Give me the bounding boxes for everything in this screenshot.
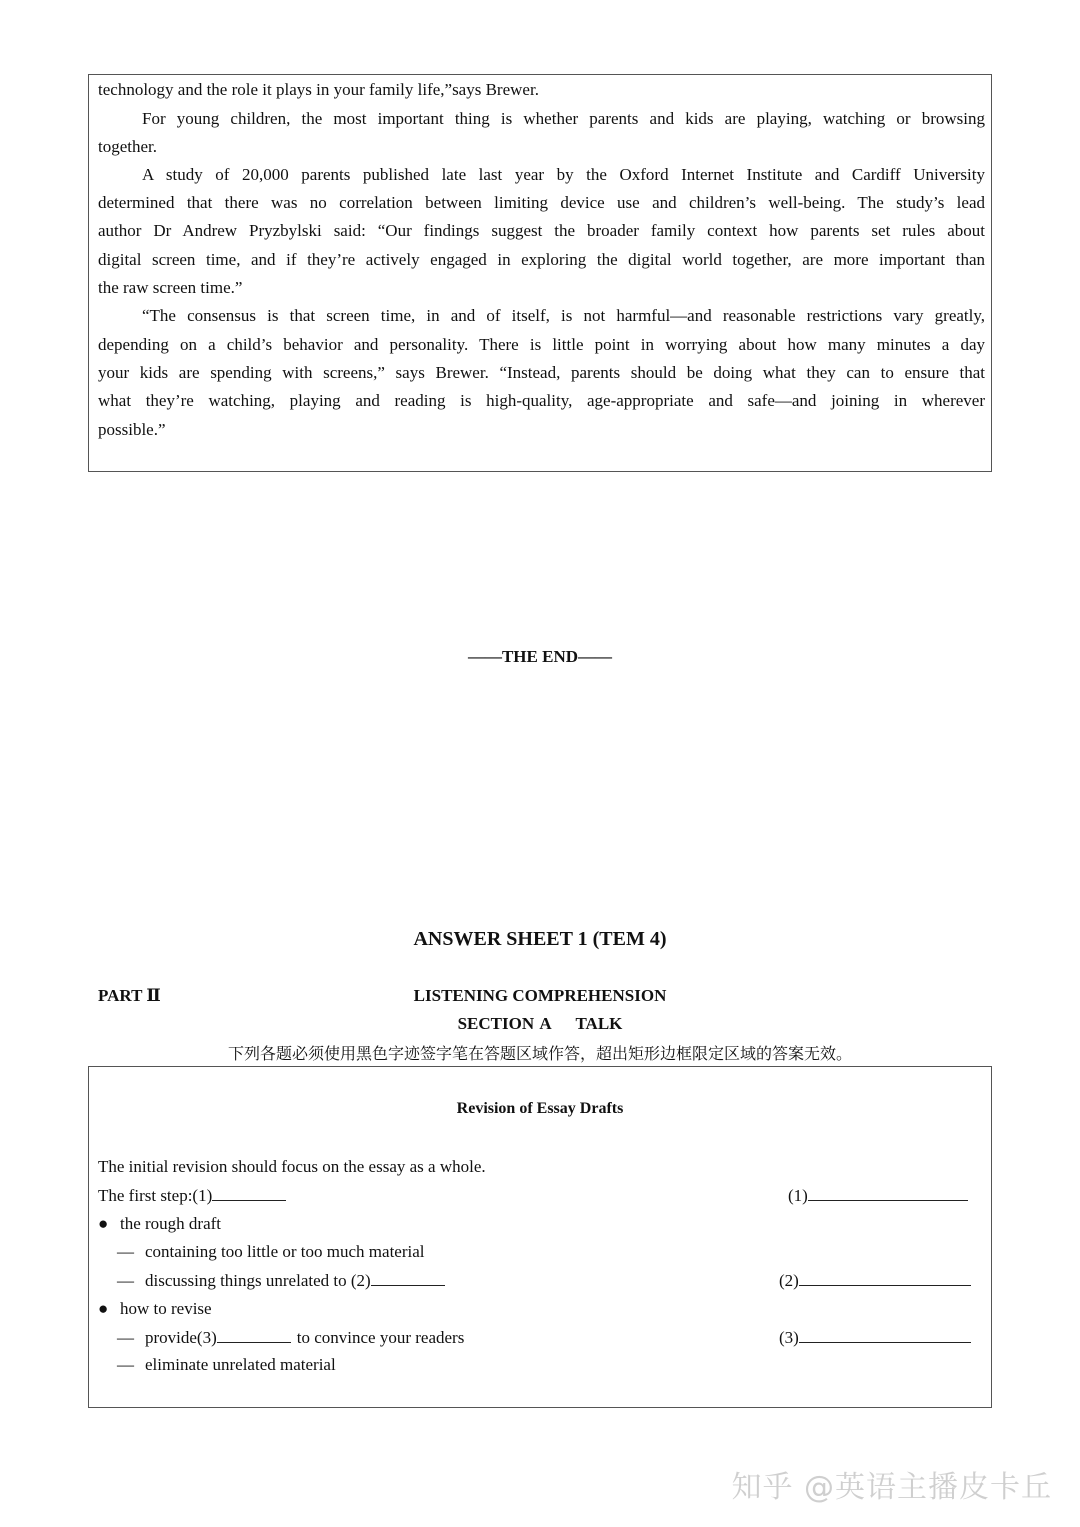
sub-item — [117, 1355, 336, 1375]
sub-text: discussing things unrelated to (2) — [145, 1271, 371, 1290]
passage-line: A study of 20,000 parents published late last year by the Oxford Internet Institute and Cardiff University — [142, 165, 985, 184]
passage-line: digital screen time, and if they’re actively engaged in exploring the digital world together, are more important than — [98, 250, 985, 269]
bullet-icon: ● — [98, 1299, 109, 1318]
passage-box — [88, 74, 992, 472]
sub-item — [117, 1270, 445, 1291]
answer-sheet-title: ANSWER SHEET 1 (TEM 4) — [413, 928, 667, 950]
blank-3-inline — [217, 1327, 291, 1343]
passage-line: depending on a child’s behavior and personality. There is little point in worrying about how many minutes a day — [98, 335, 985, 354]
dash-icon: — — [117, 1242, 134, 1261]
passage-line: technology and the role it plays in your family life,”says Brewer. — [98, 80, 539, 99]
answer-box-title: Revision of Essay Drafts — [456, 1100, 624, 1117]
first-step-line — [98, 1185, 286, 1206]
sub-text: eliminate unrelated material — [145, 1355, 336, 1374]
sub-item — [117, 1327, 464, 1348]
passage-line: possible.” — [98, 420, 166, 439]
sub-text: provide(3) — [145, 1328, 217, 1347]
passage-line: together. — [98, 137, 158, 156]
section-title: SECTION A TALK — [457, 1014, 623, 1033]
bullet-text: the rough draft — [120, 1214, 222, 1233]
answer-slot-2[interactable] — [779, 1270, 971, 1291]
answer-number: (2) — [779, 1271, 799, 1290]
passage-line: your kids are spending with screens,” says Brewer. “Instead, parents should be doing what they can to ensure that — [98, 363, 985, 382]
part-label: PART Ⅱ — [98, 986, 161, 1005]
bullet-item — [98, 1214, 221, 1234]
dash-icon: — — [117, 1328, 134, 1347]
watermark: 知乎 @英语主播皮卡丘 — [731, 1470, 1052, 1505]
passage-line: the raw screen time.” — [98, 278, 243, 297]
answer-line[interactable] — [799, 1270, 971, 1286]
first-step-label: The first step:(1) — [98, 1186, 213, 1205]
bullet-item — [98, 1299, 212, 1319]
passage-line: For young children, the most important thing is whether parents and kids are playing, watching or browsing — [142, 109, 985, 128]
intro-line: The initial revision should focus on the essay as a whole. — [98, 1157, 486, 1176]
dash-icon: — — [117, 1271, 134, 1290]
answer-line[interactable] — [808, 1185, 968, 1201]
blank-2-inline — [371, 1270, 445, 1286]
passage-line: what they’re watching, playing and reading is high-quality, age-appropriate and safe—and joining in wherever — [98, 391, 985, 410]
bullet-icon: ● — [98, 1214, 109, 1233]
answer-slot-1[interactable] — [788, 1185, 968, 1206]
dash-icon: — — [117, 1355, 134, 1374]
answer-line[interactable] — [799, 1327, 971, 1343]
passage-line: “The consensus is that screen time, in and of itself, is not harmful—and reasonable restrictions vary greatly, — [142, 306, 985, 325]
sub-text: containing too little or too much material — [145, 1242, 425, 1261]
instruction-text: 下列各题必须使用黑色字迹签字笔在答题区域作答，超出矩形边框限定区域的答案无效。 — [227, 1044, 852, 1063]
answer-number: (1) — [788, 1186, 808, 1205]
sub-text: to convince your readers — [296, 1328, 465, 1347]
sub-item — [117, 1242, 425, 1262]
answer-slot-3[interactable] — [779, 1327, 971, 1348]
part-title: LISTENING COMPREHENSION — [413, 986, 667, 1005]
the-end-marker: ——THE END—— — [467, 647, 613, 666]
blank-1-inline — [212, 1185, 286, 1201]
passage-line: determined that there was no correlation between limiting device use and children’s well-being. The study’s lead — [98, 193, 985, 212]
passage-line: author Dr Andrew Pryzbylski said: “Our findings suggest the broader family context how parents set rules about — [98, 221, 985, 240]
bullet-text: how to revise — [120, 1299, 212, 1318]
answer-number: (3) — [779, 1328, 799, 1347]
